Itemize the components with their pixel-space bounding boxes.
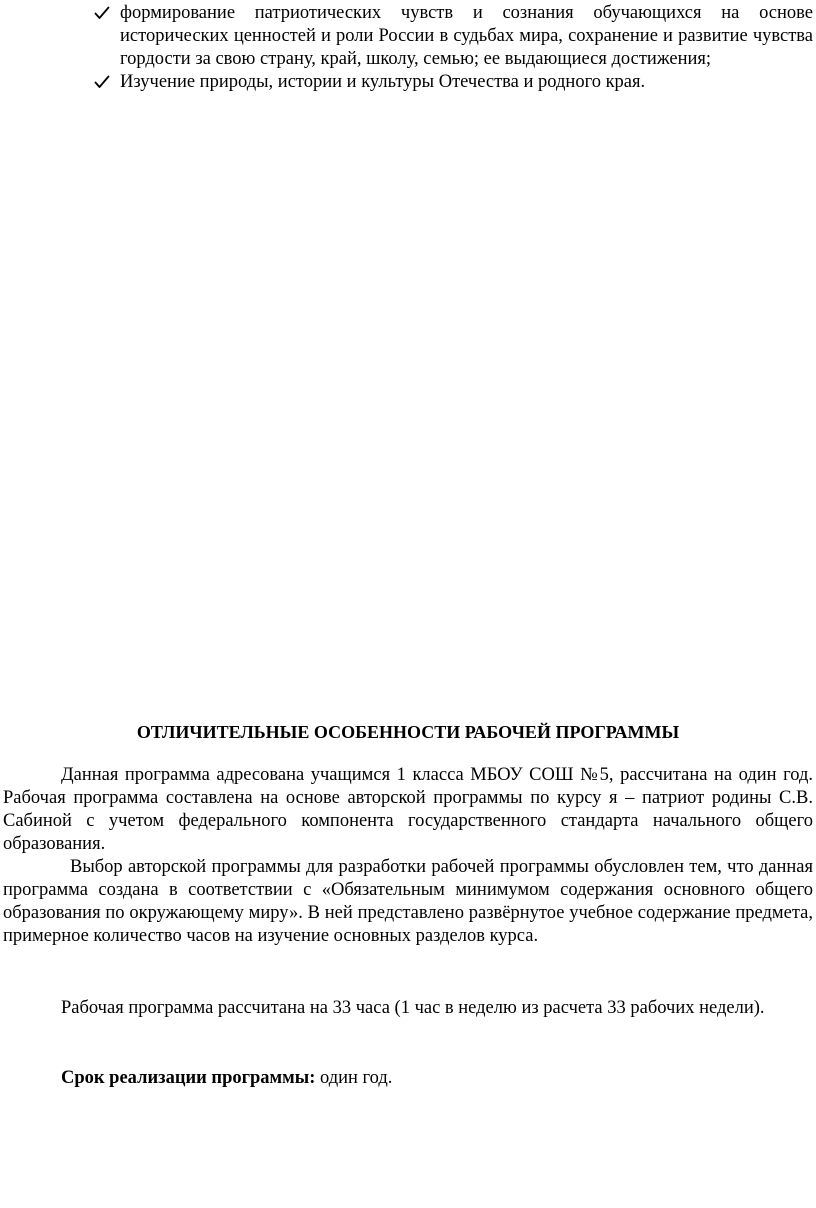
checklist-item-text: формирование патриотических чувств и сознания обучающихся на основе исторических ценностей и роли России в судьбах мира, сохранение и развитие чувства гордости за свою страну, край, школу, семью; ее выдающиеся достижения; (120, 3, 813, 69)
implementation-term-value: один год. (315, 1068, 393, 1088)
checkmark-icon (93, 71, 120, 94)
implementation-term-label: Срок реализации программы: (61, 1068, 316, 1088)
checkmark-icon (93, 2, 120, 25)
goals-checklist (93, 2, 813, 94)
checklist-item (93, 2, 813, 71)
body-paragraph: Рабочая программа рассчитана на 33 часа (1 час в неделю из расчета 33 рабочих недели). (61, 998, 765, 1018)
body-paragraph: Выбор авторской программы для разработки рабочей программы обусловлен тем, что данная программа создана в соответствии с «Обязательным минимумом содержания основного общего образования по окружающему миру». В ней представлено развёрнутое учебное содержание предмета, примерное количество часов на изучение основных разделов курса. (3, 857, 813, 946)
section-title: ОТЛИЧИТЕЛЬНЫЕ ОСОБЕННОСТИ РАБОЧЕЙ ПРОГРАММЫ (136, 722, 680, 742)
checklist-item (93, 71, 813, 94)
checklist-item-text: Изучение природы, истории и культуры Отечества и родного края. (120, 72, 646, 92)
body-paragraph: Данная программа адресована учащимся 1 класса МБОУ СОШ №5, рассчитана на один год. Рабочая программа составлена на основе авторской программы по курсу я – патриот родины С.В. Сабиной с учетом федерального компонента государственного стандарта начального общего образования. (3, 765, 813, 854)
implementation-term (3, 1067, 813, 1090)
